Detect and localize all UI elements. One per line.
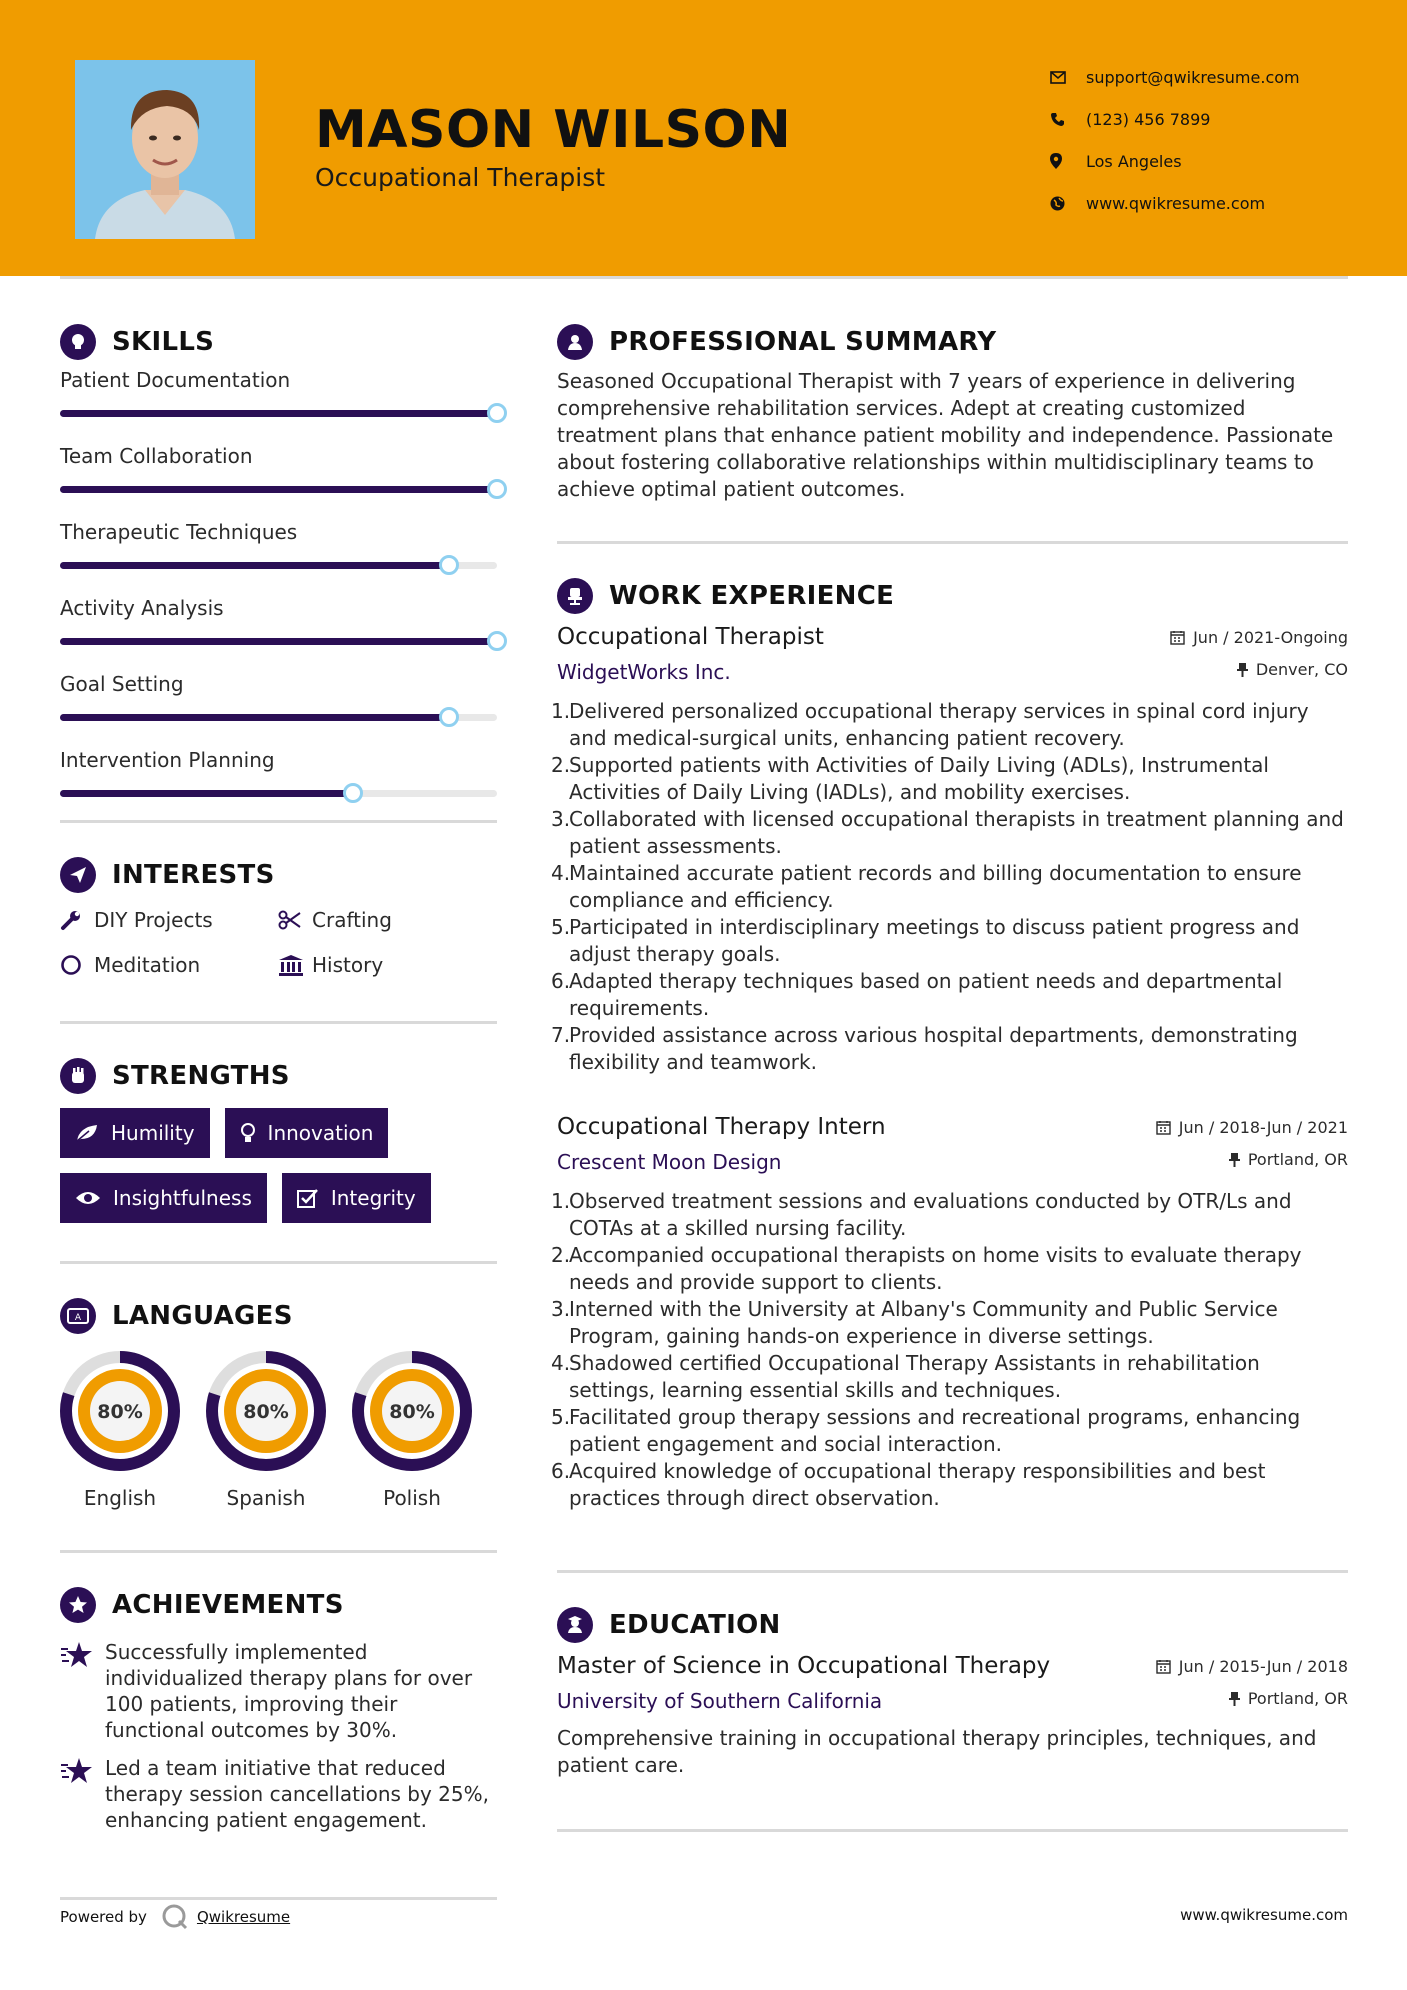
- envelope-icon: [1050, 71, 1086, 84]
- job-entry: [551, 620, 1348, 1076]
- education-date: Jun / 2015-Jun / 2018: [1156, 1657, 1348, 1676]
- skill-bar: [60, 486, 497, 493]
- skill-bar-knob: [439, 707, 459, 727]
- skill-bar-knob: [487, 479, 507, 499]
- education-entry: [557, 1649, 1348, 1779]
- phone-icon: [1050, 112, 1086, 127]
- skills-heading: SKILLS: [60, 320, 497, 364]
- skill-bar-fill: [60, 790, 353, 797]
- experience-list: [551, 620, 1348, 1512]
- contact-location: Los Angeles: [1050, 140, 1300, 182]
- candidate-title: Occupational Therapist: [315, 163, 606, 192]
- language-item: [339, 1350, 485, 1510]
- list-item: 4. Shadowed certified Occupational Therapy Assistants in rehabilitation settings, learning essential skills and techniques.: [551, 1351, 1260, 1402]
- skill-bar-knob: [439, 555, 459, 575]
- skill-label: Therapeutic Techniques: [60, 520, 298, 544]
- list-item: 7. Provided assistance across various hospital departments, demonstrating flexibility and teamwork.: [551, 1023, 1298, 1074]
- star-badge-icon: [60, 1587, 96, 1623]
- office-chair-icon: [557, 578, 593, 614]
- interests-list: [60, 903, 497, 981]
- list-item: 2. Supported patients with Activities of Daily Living (ADLs), Instrumental Activities of Daily Living (IADLs), and mobility exercises.: [551, 753, 1269, 804]
- achievements-heading: ACHIEVEMENTS: [60, 1583, 497, 1627]
- list-item: 3. Interned with the University at Albany's Community and Public Service Program, gaining hands-on experience in diverse settings.: [551, 1297, 1278, 1348]
- language-ring: [205, 1350, 327, 1472]
- list-item: 1. Delivered personalized occupational therapy services in spinal cord injury and medical-surgical units, enhancing patient recovery.: [551, 699, 1309, 750]
- lightbulb-icon: [60, 324, 96, 360]
- skill-label: Activity Analysis: [60, 596, 224, 620]
- list-item: 5. Facilitated group therapy sessions and recreational programs, enhancing patient engagement and social interaction.: [551, 1405, 1301, 1456]
- section-divider: [557, 1570, 1348, 1573]
- pushpin-icon: [1229, 1691, 1240, 1706]
- right-column: [551, 320, 1348, 1832]
- qwikresume-link[interactable]: Qwikresume: [196, 1908, 291, 1926]
- leaf-icon: [75, 1123, 99, 1143]
- education-description: Comprehensive training in occupational therapy principles, techniques, and patient care.: [557, 1726, 1317, 1777]
- contact-info: [1050, 56, 1300, 224]
- language-ring: [59, 1350, 181, 1472]
- experience-heading: WORK EXPERIENCE: [557, 574, 1348, 618]
- footer-divider: [60, 1897, 497, 1900]
- job-location: Portland, OR: [1229, 1150, 1348, 1169]
- skill-label: Team Collaboration: [60, 444, 253, 468]
- skill-bar-knob: [343, 783, 363, 803]
- job-location: Denver, CO: [1237, 660, 1348, 679]
- education-location: Portland, OR: [1229, 1689, 1348, 1708]
- skill-bar-fill: [60, 562, 449, 569]
- job-company: Crescent Moon Design: [557, 1150, 782, 1174]
- summary-heading: PROFESSIONAL SUMMARY: [557, 320, 1348, 364]
- left-column: [60, 320, 497, 1833]
- checkbox-icon: [297, 1188, 319, 1208]
- candidate-name: MASON WILSON: [315, 100, 792, 160]
- list-item: 6. Adapted therapy techniques based on patient needs and departmental requirements.: [551, 969, 1283, 1020]
- skill-item: [60, 366, 497, 442]
- skill-label: Patient Documentation: [60, 368, 291, 392]
- summary-text: Seasoned Occupational Therapist with 7 years of experience in delivering comprehensive rehabilitation services. Adept at creating customized treatment plans that enhance patient mobility and independence. Passionate about fostering collaborative relationships within multidisciplinary teams to achieve optimal patient outcomes.: [557, 369, 1334, 501]
- interests-heading: INTERESTS: [60, 853, 497, 897]
- section-divider: [557, 541, 1348, 544]
- job-date: Jun / 2018-Jun / 2021: [1156, 1118, 1348, 1137]
- circle-icon: [60, 954, 94, 976]
- job-company: WidgetWorks Inc.: [557, 660, 731, 684]
- language-percent: 80%: [389, 1401, 435, 1423]
- skill-item: [60, 442, 497, 518]
- list-item: 3. Collaborated with licensed occupational therapists in treatment planning and patient assessments.: [551, 807, 1344, 858]
- skill-label: Goal Setting: [60, 672, 184, 696]
- list-item: 4. Maintained accurate patient records and billing documentation to ensure compliance and efficiency.: [551, 861, 1302, 912]
- languages-list: [60, 1350, 497, 1510]
- skill-bar-knob: [487, 403, 507, 423]
- language-name: Spanish: [226, 1486, 306, 1510]
- profile-photo: [75, 60, 255, 239]
- star-icon: [60, 1755, 105, 1833]
- header-divider: [60, 276, 1348, 279]
- resume-header: [0, 0, 1407, 276]
- achievement-item: Led a team initiative that reduced therapy session cancellations by 25%, enhancing patient engagement.: [60, 1755, 497, 1833]
- strengths-heading: STRENGTHS: [60, 1054, 497, 1098]
- qwikresume-logo-icon: [161, 1903, 189, 1931]
- skill-bar: [60, 638, 497, 645]
- globe-icon: [1050, 196, 1086, 211]
- pushpin-icon: [1229, 1152, 1240, 1167]
- user-icon: [557, 324, 593, 360]
- scissors-icon: [278, 909, 312, 931]
- language-item: [47, 1350, 193, 1510]
- svg-text:A: A: [74, 1313, 82, 1323]
- section-divider: [60, 1261, 497, 1264]
- education-heading: EDUCATION: [557, 1603, 1348, 1647]
- language-icon: [60, 1298, 96, 1334]
- job-bullets: [551, 698, 1348, 1076]
- job-bullets: [551, 1188, 1348, 1512]
- language-ring: [351, 1350, 473, 1472]
- list-item: 5. Participated in interdisciplinary meetings to discuss patient progress and adjust therapy goals.: [551, 915, 1300, 966]
- skill-bar-knob: [487, 631, 507, 651]
- skill-bar: [60, 790, 497, 797]
- job-entry: [551, 1110, 1348, 1512]
- pushpin-icon: [1237, 662, 1248, 677]
- list-item: 6. Acquired knowledge of occupational therapy responsibilities and best practices through direct observation.: [551, 1459, 1266, 1510]
- powered-by: Powered by Qwikresume: [60, 1903, 290, 1931]
- language-percent: 80%: [97, 1401, 143, 1423]
- wrench-icon: [60, 909, 94, 931]
- job-role: Occupational Therapy Intern: [557, 1114, 886, 1140]
- hand-icon: [60, 1058, 96, 1094]
- job-date: Jun / 2021-Ongoing: [1170, 628, 1348, 647]
- interest-item: Crafting: [278, 903, 497, 936]
- graduate-icon: [557, 1607, 593, 1643]
- lightbulb-icon: [240, 1122, 256, 1144]
- museum-icon: [278, 954, 312, 976]
- skill-bar-fill: [60, 638, 497, 645]
- paper-plane-icon: [60, 857, 96, 893]
- interest-item: History: [278, 948, 497, 981]
- calendar-icon: [1156, 1659, 1171, 1674]
- section-divider: [60, 1021, 497, 1024]
- job-role: Occupational Therapist: [557, 624, 824, 650]
- eye-icon: [75, 1189, 101, 1207]
- language-name: English: [83, 1486, 157, 1510]
- contact-phone[interactable]: (123) 456 7899: [1050, 98, 1300, 140]
- interest-item: Meditation: [60, 948, 278, 981]
- list-item: 2. Accompanied occupational therapists on home visits to evaluate therapy needs and provide support to clients.: [551, 1243, 1302, 1294]
- skill-item: [60, 594, 497, 670]
- skill-bar: [60, 410, 497, 417]
- footer-url[interactable]: www.qwikresume.com: [1180, 1906, 1348, 1924]
- strength-tag: Insightfulness: [60, 1173, 267, 1223]
- strength-tag: Integrity: [282, 1173, 431, 1223]
- section-divider: [557, 1829, 1348, 1832]
- skill-bar-fill: [60, 714, 449, 721]
- calendar-icon: [1156, 1120, 1171, 1135]
- calendar-icon: [1170, 630, 1185, 645]
- skills-list: [60, 366, 497, 822]
- skill-bar-fill: [60, 410, 497, 417]
- star-icon: [60, 1639, 105, 1743]
- skill-item: [60, 518, 497, 594]
- languages-heading: A LANGUAGES: [60, 1294, 497, 1338]
- language-item: [193, 1350, 339, 1510]
- list-item: 1. Observed treatment sessions and evaluations conducted by OTR/Ls and COTAs at a skilled nursing facility.: [551, 1189, 1292, 1240]
- language-percent: 80%: [243, 1401, 289, 1423]
- skill-item: [60, 670, 497, 746]
- language-name: Polish: [383, 1486, 441, 1510]
- strength-tag: Humility: [60, 1108, 210, 1158]
- strength-tag: Innovation: [225, 1108, 389, 1158]
- school-name: University of Southern California: [557, 1689, 883, 1713]
- contact-email[interactable]: support@qwikresume.com: [1050, 56, 1300, 98]
- skill-bar: [60, 562, 497, 569]
- skill-bar-fill: [60, 486, 497, 493]
- skill-label: Intervention Planning: [60, 748, 275, 772]
- skill-bar: [60, 714, 497, 721]
- strengths-list: [60, 1108, 497, 1223]
- location-pin-icon: [1050, 153, 1086, 169]
- section-divider: [60, 1550, 497, 1553]
- contact-website[interactable]: www.qwikresume.com: [1050, 182, 1300, 224]
- interest-item: DIY Projects: [60, 903, 278, 936]
- skill-item: [60, 746, 497, 822]
- degree-title: Master of Science in Occupational Therapy: [557, 1653, 1051, 1679]
- achievement-item: Successfully implemented individualized therapy plans for over 100 patients, improving their functional outcomes by 30%.: [60, 1639, 497, 1743]
- achievements-list: [60, 1639, 497, 1833]
